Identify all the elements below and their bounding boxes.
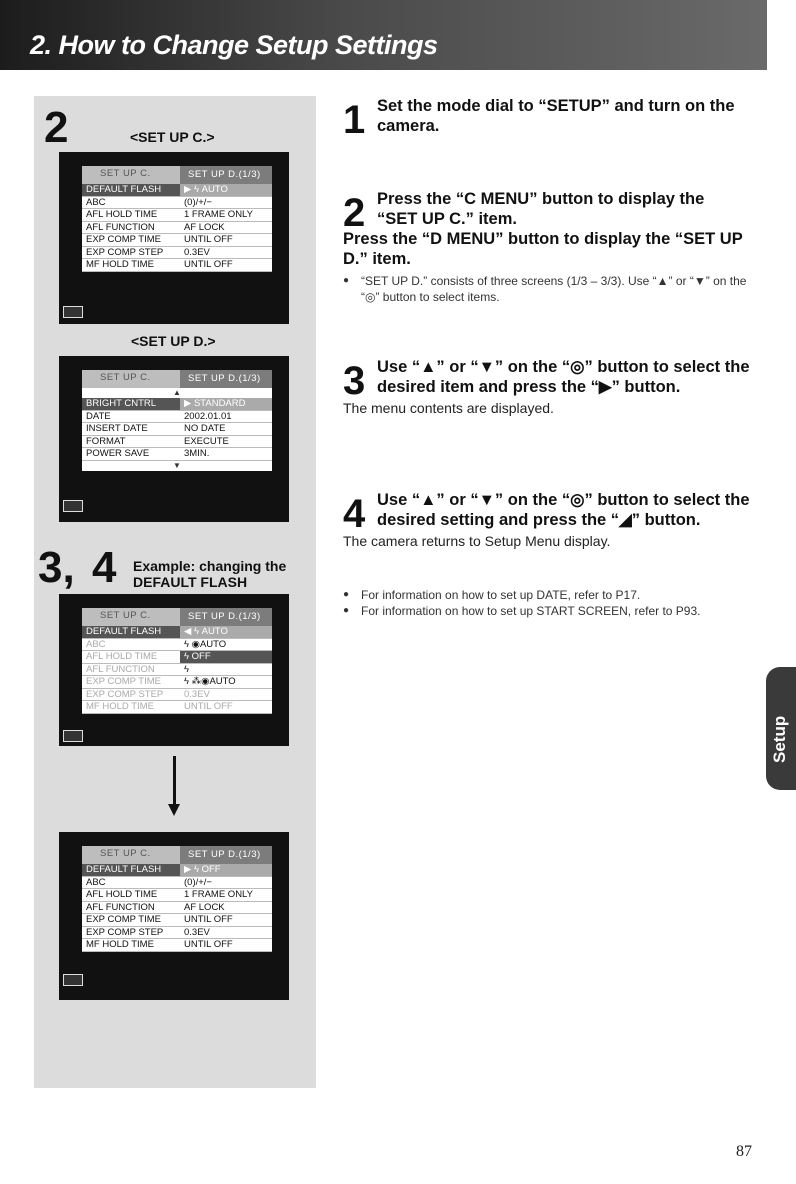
menu-item-value: EXECUTE — [184, 435, 229, 447]
step-1 — [343, 96, 763, 142]
menu-row — [82, 864, 272, 877]
menu-item-value: (0)/+/− — [184, 876, 212, 888]
menu-row — [82, 902, 272, 915]
menu-item-label: INSERT DATE — [86, 423, 148, 434]
menu-item-value: UNTIL OFF — [184, 914, 233, 925]
down-arrow-icon — [173, 756, 176, 806]
menu-item-label: EXP COMP TIME — [86, 234, 161, 245]
menu-row — [82, 209, 272, 222]
menu-item-label: AFL FUNCTION — [86, 901, 155, 913]
lcd-screen-setup-d — [59, 356, 289, 522]
lcd-display — [82, 166, 272, 272]
page-header — [0, 0, 767, 70]
menu-row — [82, 398, 272, 411]
section-tab-label: Setup — [770, 715, 789, 763]
menu-item-label: EXP COMP STEP — [86, 926, 164, 938]
menu-row — [82, 877, 272, 890]
page-number: 87 — [736, 1143, 752, 1160]
example-line-1: Example: changing the — [133, 558, 287, 574]
menu-row — [82, 889, 272, 902]
menu-item-label: BRIGHT CNTRL — [82, 398, 180, 410]
menu-row — [82, 626, 272, 639]
step-2-bullet: ● “SET UP D.” consists of three screens (1/3 – 3/3). Use “▲” or “▼” on the “◎” button to select items. — [343, 273, 755, 305]
menu-row — [82, 197, 272, 210]
step2-number: 2 — [44, 103, 69, 152]
tab-setup-c: SET UP C. — [100, 848, 151, 859]
menu-item-label: EXP COMP STEP — [86, 246, 164, 258]
lcd-tabs — [82, 846, 272, 864]
note-start-screen: ● For information on how to set up START SCREEN, refer to P93. — [343, 603, 755, 619]
menu-item-value: 1 FRAME ONLY — [184, 889, 253, 900]
menu-row — [82, 222, 272, 235]
menu-item-value: ▶ ϟ OFF — [180, 864, 272, 876]
step-2-number: 2 — [343, 191, 366, 235]
menu-row — [82, 259, 272, 272]
note-date: ● For information on how to set up DATE, refer to P17. — [343, 587, 755, 603]
menu-item-value: AF LOCK — [184, 221, 225, 233]
menu-item-label: AFL HOLD TIME — [86, 209, 158, 220]
memory-card-icon — [63, 974, 83, 986]
notes — [343, 587, 763, 619]
lcd-display — [82, 608, 272, 714]
menu-row — [82, 639, 272, 652]
menu-row — [82, 448, 272, 461]
menu-item-value: UNTIL OFF — [184, 259, 233, 270]
menu-item-value: (0)/+/− — [184, 196, 212, 208]
menu-item-label: DATE — [86, 410, 111, 422]
step-3-body: The menu contents are displayed. — [343, 400, 554, 416]
menu-row — [82, 939, 272, 952]
menu-item-label: MF HOLD TIME — [86, 701, 154, 712]
page-title: 2. How to Change Setup Settings — [30, 30, 438, 60]
menu-row — [82, 184, 272, 197]
tab-setup-d: SET UP D.(1/3) — [180, 370, 272, 388]
menu-item-label: AFL FUNCTION — [86, 663, 155, 675]
scroll-up-icon: ▲ — [173, 388, 181, 397]
menu-row — [82, 689, 272, 702]
step-4 — [343, 490, 763, 551]
menu-item-label: FORMAT — [86, 435, 126, 447]
tab-setup-c: SET UP C. — [100, 168, 151, 179]
step-1-heading: Set the mode dial to “SETUP” and turn on the camera. — [377, 97, 735, 135]
menu-item-label: DEFAULT FLASH — [82, 626, 180, 638]
lcd-rows — [82, 184, 272, 272]
menu-item-value: 3MIN. — [184, 448, 210, 459]
caption-setup-d: <SET UP D.> — [131, 333, 216, 349]
step-4-heading: Use “▲” or “▼” on the “◎” button to select the desired setting and press the “◢” button. — [377, 491, 750, 529]
menu-item-label: ABC — [86, 196, 106, 208]
menu-item-value: UNTIL OFF — [184, 701, 233, 712]
menu-row — [82, 234, 272, 247]
menu-row — [82, 676, 272, 689]
caption-setup-c: <SET UP C.> — [130, 129, 215, 145]
menu-row — [82, 701, 272, 714]
menu-row — [82, 651, 272, 664]
menu-item-value: UNTIL OFF — [184, 234, 233, 245]
menu-item-value: ϟ OFF — [180, 651, 272, 663]
lcd-screen-flash-options — [59, 594, 289, 746]
lcd-tabs — [82, 166, 272, 184]
menu-item-value: 0.3EV — [184, 688, 210, 700]
memory-card-icon — [63, 730, 83, 742]
lcd-rows — [82, 864, 272, 952]
scroll-down-icon: ▼ — [173, 460, 181, 470]
menu-item-label: DEFAULT FLASH — [82, 864, 180, 876]
menu-row — [82, 247, 272, 260]
menu-item-label: MF HOLD TIME — [86, 259, 154, 270]
menu-item-label: EXP COMP STEP — [86, 688, 164, 700]
tab-setup-c: SET UP C. — [100, 610, 151, 621]
menu-row — [82, 436, 272, 449]
menu-row — [82, 423, 272, 436]
lcd-rows — [82, 398, 272, 461]
menu-item-label: POWER SAVE — [86, 448, 150, 459]
tab-setup-d: SET UP D.(1/3) — [180, 608, 272, 626]
menu-row — [82, 664, 272, 677]
lcd-screen-setup-c — [59, 152, 289, 324]
memory-card-icon — [63, 306, 83, 318]
menu-item-value: ◀ ϟ AUTO — [180, 626, 272, 638]
tab-setup-d: SET UP D.(1/3) — [180, 166, 272, 184]
step-3-number: 3 — [343, 359, 366, 403]
menu-item-label: EXP COMP TIME — [86, 676, 161, 687]
step-1-number: 1 — [343, 98, 366, 142]
step34-number-a: 3, — [38, 543, 75, 592]
tab-setup-c: SET UP C. — [100, 372, 151, 383]
menu-item-label: MF HOLD TIME — [86, 939, 154, 950]
menu-item-value: ϟ ◉AUTO — [184, 638, 227, 650]
menu-item-value: ϟ — [184, 663, 190, 675]
step-3-heading: Use “▲” or “▼” on the “◎” button to select the desired item and press the “▶” button. — [377, 358, 750, 396]
step34-number-b: 4 — [92, 543, 117, 592]
step-4-number: 4 — [343, 492, 366, 536]
example-line-2: DEFAULT FLASH — [133, 574, 248, 590]
step-2-heading: Press the “C MENU” button to display the “SET UP C.” item. — [377, 190, 705, 228]
lcd-tabs — [82, 608, 272, 626]
step-3 — [343, 357, 763, 418]
lcd-display — [82, 370, 272, 471]
tab-setup-d: SET UP D.(1/3) — [180, 846, 272, 864]
menu-row — [82, 914, 272, 927]
menu-item-value: ▶ STANDARD — [180, 398, 272, 410]
menu-item-label: DEFAULT FLASH — [82, 184, 180, 196]
lcd-rows — [82, 626, 272, 714]
menu-item-value: ϟ ⁂◉AUTO — [184, 676, 236, 687]
step-4-body: The camera returns to Setup Menu display. — [343, 533, 611, 549]
lcd-tabs — [82, 370, 272, 388]
lcd-screen-result — [59, 832, 289, 1000]
menu-item-label: AFL HOLD TIME — [86, 651, 158, 662]
step-2 — [343, 189, 763, 305]
memory-card-icon — [63, 500, 83, 512]
menu-row — [82, 927, 272, 940]
section-tab — [766, 667, 796, 790]
step-2-heading-2: Press the “D MENU” button to display the “SET UP D.” item. — [343, 230, 743, 268]
menu-item-value: AF LOCK — [184, 901, 225, 913]
menu-item-value: UNTIL OFF — [184, 939, 233, 950]
menu-item-label: AFL HOLD TIME — [86, 889, 158, 900]
menu-item-value: 1 FRAME ONLY — [184, 209, 253, 220]
menu-item-label: AFL FUNCTION — [86, 221, 155, 233]
menu-item-label: ABC — [86, 638, 106, 650]
menu-item-value: 0.3EV — [184, 926, 210, 938]
menu-item-value: ▶ ϟ AUTO — [180, 184, 272, 196]
menu-item-value: 0.3EV — [184, 246, 210, 258]
menu-item-value: 2002.01.01 — [184, 410, 232, 422]
menu-item-label: ABC — [86, 876, 106, 888]
menu-row — [82, 411, 272, 424]
lcd-display — [82, 846, 272, 952]
menu-item-label: EXP COMP TIME — [86, 914, 161, 925]
menu-item-value: NO DATE — [184, 423, 226, 434]
